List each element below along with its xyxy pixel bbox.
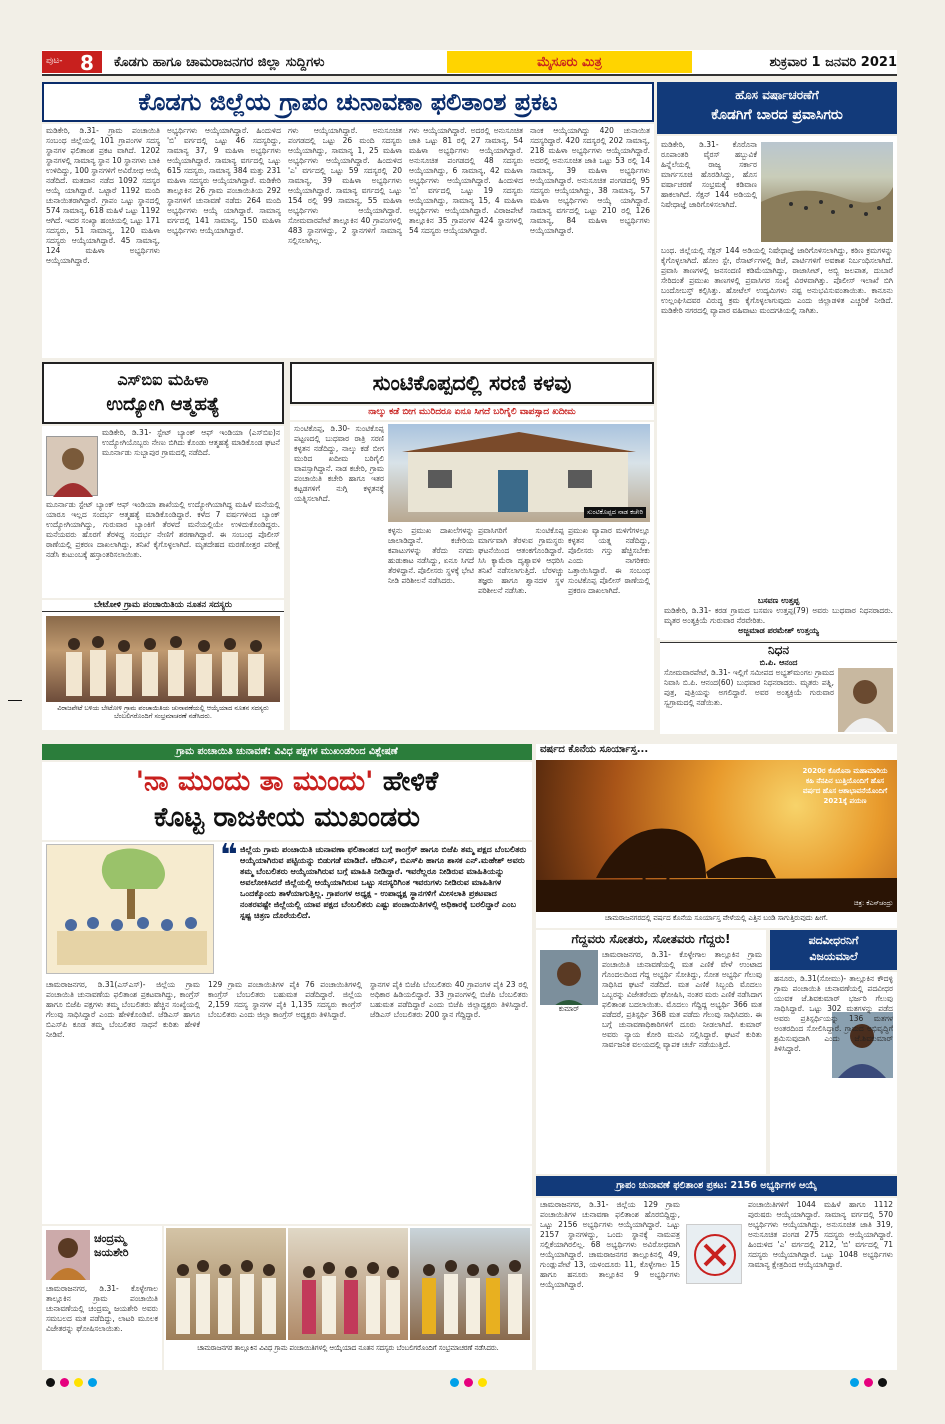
viewpoint-crowd-icon: [761, 142, 893, 242]
theft-body: [290, 422, 654, 730]
result-body: [536, 1198, 897, 1370]
group-people-icon: [410, 1228, 530, 1340]
page-label: ಪುಟ-: [46, 56, 63, 66]
sbi-headline-2: ಉದ್ಯೋಗಿ ಆತ್ಮಹತ್ಯೆ: [106, 394, 220, 415]
politics-headline-rest: ಹೇಳಿಕೆ: [373, 766, 439, 797]
betoli-caption: ವಿರಾಜಪೇಟೆ ಬಳಿಯ ಬೇಟೋಳಿ ಗ್ರಾಮ ಪಂಚಾಯಿತಿಯ ಚುನಾವಣೆಯಲ್ಲಿ ಆಯ್ಕೆಯಾದ ನೂತನ ಸದಸ್ಯರು ಬೆಂಬಲಿಗರೊಂದಿಗೆ ಸಂಭ್ರಮಾಚರಣೆ ನಡೆಸಿದರು.: [57, 704, 269, 720]
lead-col-2: ಅಭ್ಯರ್ಥಿಗಳು ಆಯ್ಕೆಯಾಗಿದ್ದಾರೆ. ಹಿಂದುಳಿದ 'ಬಿ' ವರ್ಗದಲ್ಲಿ ಒಟ್ಟು 46 ಸದಸ್ಯರಿದ್ದು, ಸಾಮಾನ್ಯ 37, 9 ಮಹಿಳಾ ಅಭ್ಯರ್ಥಿಗಳು ಆಯ್ಕೆಯಾಗಿದ್ದಾರೆ. ಸಾಮಾನ್ಯ ವರ್ಗದಲ್ಲಿ ಒಟ್ಟು 615 ಸದಸ್ಯರು, ಸಾಮಾನ್ಯ 384 ಮತ್ತು 231 ಮಹಿಳಾ ಸದಸ್ಯರು ಆಯ್ಕೆಯಾಗಿದ್ದಾರೆ. ಮಡಿಕೇರಿ ತಾಲ್ಲೂಕಿನ 26 ಗ್ರಾಮ ಪಂಚಾಯಿತಿಯ 292 ಸ್ಥಾನಗಳಿಗೆ ಚುನಾವಣೆ ನಡೆದು 264 ಮಂದಿ ಅಭ್ಯರ್ಥಿಗಳು ಆಯ್ಕೆ ಯಾಗಿದ್ದಾರೆ. ಸಾಮಾನ್ಯ ವರ್ಗದಲ್ಲಿ 141 ಸಾಮಾನ್ಯ, 150 ಮಹಿಳಾ ಅಭ್ಯರ್ಥಿಗಳು ಆಯ್ಕೆಯಾಗಿದ್ದಾರೆ.: [167, 126, 281, 235]
graduate-headline-1: ಪದವೀಧರನಿಗೆ: [808, 934, 859, 947]
pullquote-mark: ❝: [220, 838, 238, 873]
politics-headline-line-1: [42, 766, 532, 798]
chandramma-portrait: [46, 1230, 90, 1280]
theft-photo: [388, 424, 650, 522]
kumar-portrait: [540, 950, 598, 1014]
group-people-icon: [46, 616, 280, 702]
betoli-photo: [46, 616, 280, 702]
graduate-headline-2: ವಿಜಯಮಾಲೆ: [809, 950, 858, 963]
group-photo-3: [410, 1228, 530, 1340]
politics-headline-2: ಕೊಟ್ಟ ರಾಜಕೀಯ ಮುಖಂಡರು: [153, 802, 421, 833]
tourists-headline-1: ಹೊಸ ವರ್ಷಾಚರಣೆಗೆ: [735, 88, 819, 102]
sbi-headline-1: ಎಸ್‌ಬಿಐ ಮಹಿಳಾ: [117, 370, 209, 389]
graduate-body: [770, 972, 897, 1174]
politics-banner: ಗ್ರಾಮ ಪಂಚಾಯಿತಿ ಚುನಾವಣೆ: ವಿವಿಧ ಪಕ್ಷಗಳ ಮುಖಂಡರಿಂದ ವಿಶ್ಲೇಷಣೆ: [176, 746, 398, 757]
kumar-name: ಕುಮಾರ್: [540, 1005, 598, 1014]
winner-loser-block: [536, 930, 766, 1174]
result-col-1: ಚಾಮರಾಜನಗರ, ಡಿ.31- ಜಿಲ್ಲೆಯ 129 ಗ್ರಾಮ ಪಂಚಾಯಿತಿಗಳ ಚುನಾವಣಾ ಫಲಿತಾಂಶ ಹೊರಬಿದ್ದಿದ್ದು, ಒಟ್ಟು 2156 ಅಭ್ಯರ್ಥಿಗಳು ಆಯ್ಕೆಯಾಗಿದ್ದಾರೆ. ಒಟ್ಟು 2157 ಸ್ಥಾನಗಳಿದ್ದು, ಒಂದು ಸ್ಥಾನಕ್ಕೆ ನಾಮಪತ್ರ ಸಲ್ಲಿಕೆಯಾಗಿರಲಿಲ್ಲ. 68 ಅಭ್ಯರ್ಥಿಗಳು ಅವಿರೋಧವಾಗಿ ಆಯ್ಕೆಯಾಗಿದ್ದಾರೆ. ಚಾಮರಾಜನಗರ ತಾಲ್ಲೂಕಿನಲ್ಲಿ 49, ಗುಂಡ್ಲುಪೇಟೆ 13, ಯಳಂದೂರು 11, ಕೊಳ್ಳೇಗಾಲ 15 ಹಾಗೂ ಹನೂರು ತಾಲ್ಲೂಕಿನ 9 ಅಭ್ಯರ್ಥಿಗಳು ಆಯ್ಕೆಯಾಗಿದ್ದಾರೆ.: [540, 1200, 680, 1289]
result-banner: ಗ್ರಾಪಂ ಚುನಾವಣೆ ಫಲಿತಾಂಶ ಪ್ರಕಟ: 2156 ಅಭ್ಯರ್ಥಿಗಳ ಆಯ್ಕೆ: [616, 1180, 817, 1191]
theft-subhead: ನಾಲ್ಕು ಕಡೆ ಬೀಗ ಮುರಿದರೂ ಏನೂ ಸಿಗದೆ ಬರಿಗೈಲಿ ವಾಪಸ್ಸಾದ ಖದೀಮ: [368, 407, 576, 417]
registration-dot: [478, 1378, 487, 1387]
masthead: [42, 50, 897, 76]
issue-date: ಶುಕ್ರವಾರ 1 ಜನವರಿ 2021: [769, 55, 897, 70]
politics-headline-box: [42, 762, 532, 840]
sbi-text: ಮೂರ್ನಾಡು ಸ್ಟೇಟ್ ಬ್ಯಾಂಕ್ ಆಫ್ ಇಂಡಿಯಾ ಶಾಖೆಯಲ್ಲಿ ಉದ್ಯೋಗಿಯಾಗಿದ್ದ ಮಹಿಳೆ ಮನೆಯಲ್ಲಿ ಯಾರೂ ಇಲ್ಲದ ಸಂದರ್ಭ ಆತ್ಮಹತ್ಯೆ ಮಾಡಿಕೊಂಡಿದ್ದಾರೆ. ಕಳೆದ 7 ವರ್ಷಗಳಿಂದ ಬ್ಯಾಂಕ್ ಉದ್ಯೋಗಿಯಾಗಿದ್ದು, ಗುರುವಾರ ಬ್ಯಾಂಕಿಗೆ ತೆರಳದೆ ಮನೆಯಲ್ಲಿಯೇ ಉಳಿದುಕೊಂಡಿದ್ದರು. ಮನೆಯವರು ಹೊರಗೆ ತೆರಳಿದ್ದ ಸಂದರ್ಭ ನೇಣಿಗೆ ಶರಣಾಗಿದ್ದಾರೆ. ಈ ಸಂಬಂಧ ಪೊಲೀಸ್ ಠಾಣೆಯಲ್ಲಿ ಪ್ರಕರಣ ದಾಖಲಾಗಿದ್ದು, ತನಿಖೆ ಕೈಗೊಳ್ಳಲಾಗಿದೆ. ಮೃತದೇಹದ ಮರಣೋತ್ತರ ಪರೀಕ್ಷೆ ನಡೆಸಿ ಕುಟುಂಬಕ್ಕೆ ಹಸ್ತಾಂತರಿಸಲಾಯಿತು.: [46, 500, 280, 559]
theft-col-4: ಪ್ರಮುಖ ವ್ಯಾಪಾರ ಮಳಿಗೆಗಳಲ್ಲೂ ಕಳ್ಳತನ ಯತ್ನ ನಡೆದಿದ್ದು, ಪೊಲೀಸರು ಗಸ್ತು ಹೆಚ್ಚಿಸಬೇಕು ಎಂದು ನಾಗರಿಕರು ಒತ್ತಾಯಿಸಿದ್ದಾರೆ. ಈ ಸಂಬಂಧ ಸುಂಟಿಕೊಪ್ಪ ಪೊಲೀಸ್ ಠಾಣೆಯಲ್ಲಿ ಪ್ರಕರಣ ದಾಖಲಾಗಿದೆ.: [568, 526, 650, 595]
paper-name-text: ಮೈಸೂರು ಮಿತ್ರ: [537, 55, 602, 70]
theft-col-3: ಪ್ರವಾಸಿಗರಿಗೆ ಸುಂಟಿಕೊಪ್ಪ ಮಾರ್ಗವಾಗಿ ತೆರಳುವ ಗ್ರಾಮಸ್ಥರು ಘಟನೆಯಿಂದ ಆತಂಕಗೊಂಡಿದ್ದಾರೆ. ಸಿಸಿ ಕ್ಯಾಮೆರಾ ದೃಶ್ಯಾವಳಿ ಆಧರಿಸಿ ತನಿಖೆ ನಡೆಸಲಾಗುತ್ತಿದೆ. ಬೆರಳಚ್ಚು ತಜ್ಞರು ಹಾಗೂ ಶ್ವಾನದಳ ಸ್ಥಳ ಪರಿಶೀಲನೆ ನಡೆಸಿತು.: [478, 526, 564, 595]
winner-loser-headline: ಗೆದ್ದವರು ಸೋತರು, ಸೋತವರು ಗೆದ್ದರು!: [571, 932, 731, 946]
lead-col-5: ನಾಂಕ ಆಯ್ಕೆಯಾಗಿದ್ದು 420 ಚುನಾಯಿತ ಸದಸ್ಯರಿದ್ದಾರೆ. 420 ಸದಸ್ಯರಲ್ಲಿ 202 ಸಾಮಾನ್ಯ, 218 ಮಹಿಳಾ ಅಭ್ಯರ್ಥಿಗಳು ಆಯ್ಕೆಯಾಗಿದ್ದಾರೆ. ಅದರಲ್ಲಿ ಅನುಸೂಚಿತ ಜಾತಿ ಒಟ್ಟು 53 ರಲ್ಲಿ 14 ಸಾಮಾನ್ಯ, 39 ಮಹಿಳಾ ಅಭ್ಯರ್ಥಿಗಳು ಆಯ್ಕೆಯಾಗಿದ್ದಾರೆ. ಅನುಸೂಚಿತ ಪಂಗಡದಲ್ಲಿ 95 ಸದಸ್ಯರು ಆಯ್ಕೆಯಾಗಿದ್ದು, 38 ಸಾಮಾನ್ಯ, 57 ಮಹಿಳಾ ಅಭ್ಯರ್ಥಿಗಳು ಆಯ್ಕೆ ಯಾಗಿದ್ದಾರೆ. ಸಾಮಾನ್ಯ ವರ್ಗದಲ್ಲಿ ಒಟ್ಟು 210 ರಲ್ಲಿ 126 ಸಾಮಾನ್ಯ, 84 ಮಹಿಳಾ ಅಭ್ಯರ್ಥಿಗಳು ಆಯ್ಕೆಯಾಗಿದ್ದಾರೆ.: [530, 126, 650, 235]
chandramma-name-2: ಜಯಶೇರಿ: [94, 1246, 129, 1259]
sunset-overlay: 2020ರ ಕೊರೊನಾ ಮಹಾಮಾರಿಯ ಕಹಿ ನೆನಪಿನ ಬುತ್ತಿಯೊಂದಿಗೆ ಹೊಸ ವರ್ಷದ ಹೊಸ ಆಶಾಭಾವನೆಯೊಂದಿಗೆ 2021ಕ್ಕೆ ಪಯಣ: [802, 767, 888, 805]
lead-body: [42, 124, 654, 358]
sbi-portrait: [46, 436, 98, 496]
section-title: ಕೊಡಗು ಹಾಗೂ ಚಾಮರಾಜನಗರ ಜಿಲ್ಲಾ ಸುದ್ದಿಗಳು: [114, 55, 325, 70]
obit-section-title: ನಿಧನ: [660, 643, 897, 659]
registration-dot: [46, 1378, 55, 1387]
page-number: 8: [80, 51, 94, 75]
politics-cartoon: [46, 844, 214, 974]
result-col-2: ಪಂಚಾಯಿತಿಗಳಿಗೆ 1044 ಮಹಿಳೆ ಹಾಗೂ 1112 ಪುರುಷರು ಆಯ್ಕೆಯಾಗಿದ್ದಾರೆ. ಸಾಮಾನ್ಯ ವರ್ಗದಲ್ಲಿ 570 ಅಭ್ಯರ್ಥಿಗಳು ಆಯ್ಕೆಯಾಗಿದ್ದು, ಅನುಸೂಚಿತ ಜಾತಿ 319, ಅನುಸೂಚಿತ ಪಂಗಡ 275 ಸದಸ್ಯರು ಆಯ್ಕೆಯಾಗಿದ್ದಾರೆ. ಹಿಂದುಳಿದ 'ಎ' ವರ್ಗದಲ್ಲಿ 212, 'ಬಿ' ವರ್ಗದಲ್ಲಿ 71 ಸದಸ್ಯರು ಆಯ್ಕೆಯಾಗಿದ್ದಾರೆ. ಒಟ್ಟು 1048 ಅಭ್ಯರ್ಥಿಗಳು ಸಾಮಾನ್ಯ ಕ್ಷೇತ್ರದಿಂದ ಆಯ್ಕೆಯಾಗಿದ್ದಾರೆ.: [748, 1200, 893, 1269]
sbi-intro: ಮಡಿಕೇರಿ, ಡಿ.31- ಸ್ಟೇಟ್ ಬ್ಯಾಂಕ್ ಆಫ್ ಇಂಡಿಯಾ (ಎಸ್‌ಬಿಐ)ನ ಉದ್ಯೋಗಿಯೊಬ್ಬರು ನೇಣು ಬಿಗಿದು ಕೊಂಡು ಆತ್ಮಹತ್ಯೆ ಮಾಡಿಕೊಂಡ ಘಟನೆ ಮೂರ್ನಾಡು ಸುಬ್ಬಾಪುರ ಗ್ರಾಮದಲ್ಲಿ ನಡೆದಿದೆ.: [102, 428, 280, 457]
result-banner-box: [536, 1176, 897, 1196]
politics-pullquote: ಜಿಲ್ಲೆಯ ಗ್ರಾಮ ಪಂಚಾಯಿತಿ ಚುನಾವಣಾ ಫಲಿತಾಂಶದ ಬಗ್ಗೆ ಕಾಂಗ್ರೆಸ್ ಹಾಗೂ ಬಿಜೆಪಿ ತಮ್ಮ ಪಕ್ಷದ ಬೆಂಬಲಿತರು ಆಯ್ಕೆಯಾಗಿರುವ ಪಟ್ಟಿಯನ್ನು ಬಿಡುಗಡೆ ಮಾಡಿದೆ. ಜೆಡಿಎಸ್, ಬಿಎಸ್‌ಪಿ ಹಾಗೂ ಶಾಸಕ ಎನ್.ಮಹೇಶ್ ಅವರು ತಮ್ಮ ಬೆಂಬಲಿತರು ಆಯ್ಕೆಯಾಗಿರುವ ಬಗ್ಗೆ ಮಾಹಿತಿ ನೀಡಿದ್ದಾರೆ. ಇವರೆಲ್ಲರೂ ನೀಡಿರುವ ಮಾಹಿತಿಯನ್ನು ಅವಲೋಕಿಸಿದರೆ ಜಿಲ್ಲೆಯಲ್ಲಿ ಆಯ್ಕೆಯಾಗಿರುವ ಒಟ್ಟು ಸದಸ್ಯರಿಗಿಂತ ಇವರುಗಳು ನೀಡಿರುವ ಮಾಹಿತಿಗಳ ಒಂದಕ್ಕೊಂದು ತಾಳೆಯಾಗುತ್ತಿಲ್ಲ. ಗ್ರಾಪಂಗಳ ಅಧ್ಯಕ್ಷ - ಉಪಾಧ್ಯಕ್ಷ ಸ್ಥಾನಗಳಿಗೆ ಮೀಸಲಾತಿ ಪ್ರಕಟವಾದ ನಂತರವಷ್ಟೇ ಜಿಲ್ಲೆಯಲ್ಲಿ ಯಾವ ಪಕ್ಷದ ಬೆಂಬಲಿತರು ಎಷ್ಟು ಪಂಚಾಯಿತಿಗಳಲ್ಲಿ ಅಧಿಕಾರಕ್ಕೆ ಬರಲಿದ್ದಾರೆ ಎಂಬ ಸ್ಪಷ್ಟ ಚಿತ್ರಣ ದೊರೆಯಲಿದೆ.: [240, 844, 527, 920]
winner-loser-text: ಚಾಮರಾಜನಗರ, ಡಿ.31- ಕೊಳ್ಳೇಗಾಲ ತಾಲ್ಲೂಕಿನ ಗ್ರಾಮ ಪಂಚಾಯಿತಿ ಚುನಾವಣೆಯಲ್ಲಿ ಮತ ಎಣಿಕೆ ವೇಳೆ ಉಂಟಾದ ಗೊಂದಲದಿಂದ ಗೆದ್ದ ಅಭ್ಯರ್ಥಿ ಸೋತಿದ್ದು, ಸೋತ ಅಭ್ಯರ್ಥಿ ಗೆಲುವು ಸಾಧಿಸಿದ ಘಟನೆ ನಡೆದಿದೆ. ಮತ ಎಣಿಕೆ ಸಿಬ್ಬಂದಿ ಮೊದಲು ಒಬ್ಬರನ್ನು ವಿಜೇತರೆಂದು ಘೋಷಿಸಿ, ನಂತರ ಮರು ಎಣಿಕೆ ನಡೆಸಿದಾಗ ಫಲಿತಾಂಶ ಬದಲಾಯಿತು. ಮೊದಲು ಗೆದ್ದಿದ್ದ ಅಭ್ಯರ್ಥಿ 366 ಮತ ಪಡೆದರೆ, ಪ್ರತಿಸ್ಪರ್ಧಿ 368 ಮತ ಪಡೆದು ಗೆಲುವು ಸಾಧಿಸಿದರು. ಈ ಬಗ್ಗೆ ಚುನಾವಣಾಧಿಕಾರಿಗಳಿಗೆ ದೂರು ನೀಡಲಾಗಿದೆ. ಕುಮಾರ್ ಅವರು ನ್ಯಾಯ ಕೋರಿ ಮನವಿ ಸಲ್ಲಿಸಿದ್ದಾರೆ. ಘಟನೆ ಕುರಿತು ಸಾರ್ವಜನಿಕ ವಲಯದಲ್ಲಿ ವ್ಯಾಪಕ ಚರ್ಚೆ ನಡೆಯುತ್ತಿದೆ.: [602, 950, 762, 1049]
sunset-title: ವರ್ಷದ ಕೊನೆಯ ಸೂರ್ಯಾಸ್ತ...: [536, 744, 897, 758]
betoli-title: ಬೇಟೋಳಿ ಗ್ರಾಮ ಪಂಚಾಯಿತಿಯ ನೂತನ ಸದಸ್ಯರು: [42, 600, 284, 612]
politics-col-3: ಸ್ಥಾನಗಳ ಪೈಕಿ ಬಿಜೆಪಿ ಬೆಂಬಲಿತರು 40 ಗ್ರಾಪಂಗಳ ಪೈಕಿ 23 ರಲ್ಲಿ ಅಧಿಕಾರ ಹಿಡಿಯಲಿದ್ದಾರೆ. 33 ಗ್ರಾಪಂಗಳಲ್ಲಿ ಬಿಜೆಪಿ ಬೆಂಬಲಿತರು ಬಹುಮತ ಪಡೆದಿದ್ದಾರೆ ಎಂದು ಬಿಜೆಪಿ ಜಿಲ್ಲಾಧ್ಯಕ್ಷರು ತಿಳಿಸಿದ್ದಾರೆ. ಜೆಡಿಎಸ್ ಬೆಂಬಲಿತರು 200 ಸ್ಥಾನ ಗೆದ್ದಿದ್ದಾರೆ.: [370, 980, 528, 1019]
obit-1-title: ಬಿ.ಪಿ. ಆನಂದ: [759, 658, 798, 667]
obit-1-text: ಸೋಮವಾರಪೇಟೆ, ಡಿ.31- ಇಲ್ಲಿಗೆ ಸಮೀಪದ ಅಭ್ಯತ್‌ಮಂಗಲ ಗ್ರಾಮದ ನಿವಾಸಿ ಬಿ.ಪಿ. ಆನಂದ(60) ಬುಧವಾರ ನಿಧನರಾದರು. ಮೃತರು ಪತ್ನಿ, ಪುತ್ರ, ಪುತ್ರಿಯನ್ನು ಅಗಲಿದ್ದಾರೆ. ಅವರ ಅಂತ್ಯಕ್ರಿಯೆ ಗುರುವಾರ ಸ್ವಗ್ರಾಮದಲ್ಲಿ ನಡೆಯಿತು.: [664, 668, 834, 707]
political-cartoon-icon: [47, 845, 214, 974]
graduate-headline-box: [770, 930, 897, 970]
theft-col-1: ಸುಂಟಿಕೊಪ್ಪ, ಡಿ.30- ಸುಂಟಿಕೊಪ್ಪ ಪಟ್ಟಣದಲ್ಲಿ ಬುಧವಾರ ರಾತ್ರಿ ಸರಣಿ ಕಳ್ಳತನ ನಡೆದಿದ್ದು, ನಾಲ್ಕು ಕಡೆ ಬೀಗ ಮುರಿದ ಖದೀಮ ಬರಿಗೈಲಿ ವಾಪಸ್ಸಾಗಿದ್ದಾನೆ. ನಾಡ ಕಚೇರಿ, ಗ್ರಾಮ ಪಂಚಾಯಿತಿ ಕಚೇರಿ ಹಾಗೂ ಇತರ ಕಟ್ಟಡಗಳಿಗೆ ನುಗ್ಗಿ ಕಳ್ಳತನಕ್ಕೆ ಯತ್ನಿಸಲಾಗಿದೆ.: [294, 424, 384, 503]
registration-mark-left: [8, 700, 22, 701]
group-photos: [164, 1226, 532, 1370]
tourists-headline-box: [657, 82, 897, 134]
lead-headline-box: [42, 82, 654, 122]
obit-1-portrait: [838, 668, 893, 732]
politics-col-2: 129 ಗ್ರಾಮ ಪಂಚಾಯಿತಿಗಳ ಪೈಕಿ 76 ಪಂಚಾಯಿತಿಗಳಲ್ಲಿ ಕಾಂಗ್ರೆಸ್ ಬೆಂಬಲಿತರು ಬಹುಮತ ಪಡೆದಿದ್ದಾರೆ. ಜಿಲ್ಲೆಯ 2,159 ಸದಸ್ಯ ಸ್ಥಾನಗಳ ಪೈಕಿ 1,135 ಸದಸ್ಯರು ಕಾಂಗ್ರೆಸ್ ಬೆಂಬಲಿತರು ಎಂದು ಜಿಲ್ಲಾ ಕಾಂಗ್ರೆಸ್ ಅಧ್ಯಕ್ಷರು ತಿಳಿಸಿದ್ದಾರೆ.: [208, 980, 362, 1019]
woman-portrait-icon: [47, 437, 99, 497]
tourists-intro: ಮಡಿಕೇರಿ, ಡಿ.31- ಕೊರೊನಾ ರೂಪಾಂತರಿ ವೈರಸ್ ಹಬ್ಬುವಿಕೆ ಹಿನ್ನೆಲೆಯಲ್ಲಿ ರಾಜ್ಯ ಸರ್ಕಾರ ಮಾರ್ಗಸೂಚಿ ಹೊರಡಿಸಿದ್ದು, ಹೊಸ ವರ್ಷಾಚರಣೆ ಸಂಭ್ರಮಕ್ಕೆ ಕಡಿವಾಣ ಹಾಕಲಾಗಿದೆ. ಸೆಕ್ಷನ್ 144 ಅಡಿಯಲ್ಲಿ ನಿಷೇಧಾಜ್ಞೆ ಜಾರಿಗೊಳಿಸಲಾಗಿದೆ.: [661, 140, 757, 209]
registration-dot: [450, 1378, 459, 1387]
chandramma-block: [42, 1226, 162, 1370]
woman-portrait-icon: [46, 1230, 90, 1280]
tourists-photo: [761, 142, 893, 242]
registration-dot: [464, 1378, 473, 1387]
obit-3-title: ಅಜ್ಜಮಾಡ ಪರಮೇಶ್ ಉತ್ತಯ್ಯ: [738, 626, 819, 635]
graduate-text: ಹನೂರು, ಡಿ.31(ಸೋಮು)- ತಾಲ್ಲೂಕಿನ ಕೌದಳ್ಳಿ ಗ್ರಾಮ ಪಂಚಾಯಿತಿ ಚುನಾವಣೆಯಲ್ಲಿ ಪದವೀಧರ ಯುವಕ ಜೆ.ಶಿವಕುಮಾರ್ ಭರ್ಜರಿ ಗೆಲುವು ಸಾಧಿಸಿದ್ದಾರೆ. ಒಟ್ಟು 302 ಮತಗಳನ್ನು ಪಡೆದ ಅವರು ಪ್ರತಿಸ್ಪರ್ಧಿಯನ್ನು 136 ಮತಗಳ ಅಂತರದಿಂದ ಸೋಲಿಸಿದ್ದಾರೆ. ಗ್ರಾಮದ ಅಭಿವೃದ್ಧಿಗೆ ಶ್ರಮಿಸುವುದಾಗಿ ಎಂದು ಜೆ.ಶಿವಕುಮಾರ್ ತಿಳಿಸಿದ್ದಾರೆ.: [774, 974, 893, 1053]
lead-headline: ಕೊಡಗು ಜಿಲ್ಲೆಯ ಗ್ರಾಪಂ ಚುನಾವಣಾ ಫಲಿತಾಂಶ ಪ್ರಕಟ: [138, 88, 558, 116]
ballot-box-graphic: [686, 1224, 742, 1284]
sbi-headline-box: [42, 362, 284, 424]
lead-col-1: ಮಡಿಕೇರಿ, ಡಿ.31- ಗ್ರಾಮ ಪಂಚಾಯಿತಿ ಸಂಬಂಧ ಜಿಲ್ಲೆಯಲ್ಲಿ 101 ಗ್ರಾಪಂಗಳ ಸದಸ್ಯ ಸ್ಥಾನಗಳ ಫಲಿತಾಂಶ ಪ್ರಕಟ ವಾಗಿದೆ. 1202 ಸ್ಥಾನಗಳಲ್ಲಿ ಸಾಮಾನ್ಯ ಸ್ಥಾನ 10 ಸ್ಥಾನಗಳು ಬಾಕಿ ಉಳಿದಿದ್ದು, 100 ಸ್ಥಾನಗಳಿಗೆ ಅವಿರೋಧ ಆಯ್ಕೆ ನಡೆದಿದೆ. ಮತದಾನ ನಡೆದ 1092 ಸದಸ್ಯರ ಆಯ್ಕೆ ಯಾಗಿದ್ದಾರೆ. ಒಟ್ಟಾರೆ 1192 ಮಂದಿ ಚುನಾಯಿತರಾಗಿದ್ದಾರೆ. ಗ್ರಾಪಂ ಒಟ್ಟು ಸ್ಥಾನದಲ್ಲಿ 574 ಸಾಮಾನ್ಯ, 618 ಮಹಿಳೆ ಒಟ್ಟು 1192 ಆಗಿದೆ. ಇದರ ಸಂಖ್ಯಾ ಹಂಚಿಯಲ್ಲಿ ಒಟ್ಟು 171 ಸದಸ್ಯರು, 51 ಸಾಮಾನ್ಯ, 120 ಮಹಿಳಾ ಸದಸ್ಯರು ಆಯ್ಕೆಯಾಗಿದ್ದಾರೆ. 45 ಸಾಮಾನ್ಯ, 124 ಮಹಿಳಾ ಅಭ್ಯರ್ಥಿಗಳು ಆಯ್ಕೆಯಾಗಿದ್ದಾರೆ.: [46, 126, 160, 265]
theft-headline-box: [290, 362, 654, 404]
politics-banner-box: [42, 744, 532, 760]
tourists-headline-2: ಕೊಡಗಿಗೆ ಬಾರದ ಪ್ರವಾಸಿಗರು: [711, 107, 843, 123]
registration-dot: [878, 1378, 887, 1387]
sunset-block: [536, 744, 897, 928]
sbi-body: [42, 426, 284, 598]
theft-col-2: ಕಳ್ಳನು ಪ್ರಮುಖ ದಾಖಲೆಗಳನ್ನು ಜಾಲಾಡಿದ್ದಾನೆ. ಕಚೇರಿಯ ಕಪಾಟುಗಳನ್ನು ತೆರೆದು ನಗದು ಹುಡುಕಾಟ ನಡೆಸಿದ್ದು, ಏನೂ ಸಿಗದೆ ತೆರಳಿದ್ದಾನೆ. ಪೊಲೀಸರು ಸ್ಥಳಕ್ಕೆ ಭೇಟಿ ನೀಡಿ ಪರಿಶೀಲನೆ ನಡೆಸಿದರು.: [388, 526, 474, 585]
ballot-cross-icon: [687, 1225, 743, 1285]
sunset-photographer: ಚಿತ್ರ: ಕೆಎಸ್‌ಚಂದ್ರು: [853, 899, 893, 907]
lead-col-4: ಗಳು ಆಯ್ಕೆಯಾಗಿದ್ದಾರೆ. ಅದರಲ್ಲಿ ಅನುಸೂಚಿತ ಜಾತಿ ಒಟ್ಟು 81 ರಲ್ಲಿ 27 ಸಾಮಾನ್ಯ, 54 ಮಹಿಳಾ ಅಭ್ಯರ್ಥಿಗಳು ಆಯ್ಕೆಯಾಗಿದ್ದಾರೆ. ಅನುಸೂಚಿತ ಪಂಗಡದಲ್ಲಿ 48 ಸದಸ್ಯರು ಆಯ್ಕೆಯಾಗಿದ್ದು, 6 ಸಾಮಾನ್ಯ, 42 ಮಹಿಳಾ ಅಭ್ಯರ್ಥಿಗಳು ಆಯ್ಕೆಯಾಗಿದ್ದಾರೆ. ಹಿಂದುಳಿದ 'ಬಿ' ವರ್ಗದಲ್ಲಿ ಒಟ್ಟು 19 ಸದಸ್ಯರು ಆಯ್ಕೆಯಾಗಿದ್ದು, ಸಾಮಾನ್ಯ 15, 4 ಮಹಿಳಾ ಅಭ್ಯರ್ಥಿಗಳು ಆಯ್ಕೆಯಾಗಿದ್ದಾರೆ. ವಿರಾಜಪೇಟೆ ತಾಲ್ಲೂಕಿನ 35 ಗ್ರಾಪಂಗಳ 424 ಸ್ಥಾನಗಳಲ್ಲಿ 54 ಸದಸ್ಯರು ಆಯ್ಕೆಯಾಗಿದ್ದಾರೆ.: [409, 126, 523, 235]
politics-col-1: ಚಾಮರಾಜನಗರ, ಡಿ.31(ಎಸ್‌ಎಸ್)- ಜಿಲ್ಲೆಯ ಗ್ರಾಮ ಪಂಚಾಯಿತಿ ಚುನಾವಣೆಯ ಫಲಿತಾಂಶ ಪ್ರಕಟವಾಗಿದ್ದು, ಕಾಂಗ್ರೆಸ್ ಹಾಗೂ ಬಿಜೆಪಿ ಪಕ್ಷಗಳು ತಮ್ಮ ಬೆಂಬಲಿತರು ಹೆಚ್ಚಿನ ಸಂಖ್ಯೆಯಲ್ಲಿ ಗೆಲುವು ಸಾಧಿಸಿದ್ದಾರೆ ಎಂದು ಹೇಳಿಕೊಂಡಿವೆ. ಜೆಡಿಎಸ್ ಹಾಗೂ ಬಿಎಸ್‌ಪಿ ಕೂಡ ತಮ್ಮ ಬೆಂಬಲಿತರ ಸಾಧನೆ ಕುರಿತು ಹೇಳಿಕೆ ನೀಡಿವೆ.: [46, 980, 200, 1039]
registration-dot: [74, 1378, 83, 1387]
tourists-body: [657, 136, 897, 638]
theft-photo-caption: ಸುಂಟಿಕೊಪ್ಪದ ನಾಡ ಕಚೇರಿ: [584, 507, 646, 518]
page-number-box: [42, 51, 102, 73]
obit-2-title: ಬಸವಣ ಉತ್ತಪ್ಪ: [757, 596, 800, 605]
obit-2-text: ಮಡಿಕೇರಿ, ಡಿ.31- ಕರಡ ಗ್ರಾಮದ ಬಸವಣ ಉತ್ತಪ್ಪ(79) ಅವರು ಬುಧವಾರ ನಿಧನರಾದರು. ಮೃತರ ಅಂತ್ಯಕ್ರಿಯೆ ಗುರುವಾರ ನೆರವೇರಿತು.: [664, 606, 893, 625]
group-photo-2: [288, 1228, 408, 1340]
chandramma-name-1: ಚಂದ್ರಮ್ಮ: [94, 1232, 126, 1245]
man-portrait-icon: [838, 668, 893, 732]
obits-more: [660, 596, 897, 640]
registration-dot: [60, 1378, 69, 1387]
registration-dot: [88, 1378, 97, 1387]
sunset-photo: [536, 760, 897, 912]
obits-full: [660, 668, 897, 734]
group-photo-1: [166, 1228, 286, 1340]
politics-body: [42, 838, 532, 1224]
group-people-icon: [166, 1228, 286, 1340]
theft-headline: ಸುಂಟಿಕೊಪ್ಪದಲ್ಲಿ ಸರಣಿ ಕಳವು: [372, 371, 572, 395]
paper-name: [447, 51, 692, 73]
group-photos-caption: ಚಾಮರಾಜನಗರ ತಾಲ್ಲೂಕಿನ ವಿವಿಧ ಗ್ರಾಮ ಪಂಚಾಯಿತಿಗಳಲ್ಲಿ ಆಯ್ಕೆಯಾದ ನೂತನ ಸದಸ್ಯರು ಬೆಂಬಲಿಗರೊಂದಿಗೆ ಸಂಭ್ರಮಾಚರಣೆ ನಡೆಸಿದರು.: [197, 1344, 499, 1352]
chandramma-text: ಚಾಮರಾಜನಗರ, ಡಿ.31- ಕೊಳ್ಳೇಗಾಲ ತಾಲ್ಲೂಕಿನ ಗ್ರಾಮ ಪಂಚಾಯಿತಿ ಚುನಾವಣೆಯಲ್ಲಿ ಚಂದ್ರಮ್ಮ ಜಯಶೇರಿ ಅವರು ಸಮಬಲದ ಮತ ಪಡೆದಿದ್ದು, ಲಾಟರಿ ಮೂಲಕ ವಿಜೇತರನ್ನು ಘೋಷಿಸಲಾಯಿತು.: [46, 1284, 158, 1333]
theft-subhead-box: [290, 406, 654, 420]
tourists-text: ಬಂಧ. ಜಿಲ್ಲೆಯಲ್ಲಿ ಸೆಕ್ಷನ್ 144 ಅಡಿಯಲ್ಲಿ ನಿಷೇಧಾಜ್ಞೆ ಜಾರಿಗೊಳಿಸಲಾಗಿದ್ದು, ಕಠಿಣ ಕ್ರಮಗಳನ್ನು ಕೈಗೊಳ್ಳಲಾಗಿದೆ. ಹೋಂ ಸ್ಟೇ, ರೆಸಾರ್ಟ್‌ಗಳಲ್ಲಿ ಡಿಜೆ, ಪಾರ್ಟಿಗಳಿಗೆ ಅವಕಾಶ ನಿರ್ಬಂಧಿಸಲಾಗಿದೆ. ಪ್ರವಾಸಿ ತಾಣಗಳಲ್ಲಿ ಜನಸಂದಣಿ ಕಡಿಮೆಯಾಗಿದ್ದು, ರಾಜಾಸೀಟ್, ಅಬ್ಬಿ ಜಲಪಾತ, ದುಬಾರೆ ಸೇರಿದಂತೆ ಪ್ರಮುಖ ತಾಣಗಳಲ್ಲಿ ಪ್ರವಾಸಿಗರ ಸಂಖ್ಯೆ ವಿರಳವಾಗಿತ್ತು. ಪೊಲೀಸ್ ಇಲಾಖೆ ಬಿಗಿ ಬಂದೋಬಸ್ತ್ ಕಲ್ಪಿಸಿತ್ತು. ಹೋಟೆಲ್ ಉದ್ಯಮಿಗಳು ನಷ್ಟ ಅನುಭವಿಸುವಂತಾಯಿತು. ಕಾನೂನು ಉಲ್ಲಂಘಿಸಿದವರ ವಿರುದ್ಧ ಕ್ರಮ ಕೈಗೊಳ್ಳಲಾಗುವುದು ಎಂದು ಜಿಲ್ಲಾಡಳಿತ ಎಚ್ಚರಿಕೆ ನೀಡಿದೆ. ಮಡಿಕೇರಿ ನಗರದಲ್ಲಿ ವ್ಯಾಪಾರ ವಹಿವಾಟು ಮಂದಗತಿಯಲ್ಲಿ ಸಾಗಿತು.: [661, 246, 893, 315]
betoli-block: [42, 600, 284, 730]
lead-col-3: ಗಳು ಆಯ್ಕೆಯಾಗಿದ್ದಾರೆ. ಅನುಸೂಚಿತ ಪಂಗಡದಲ್ಲಿ ಒಟ್ಟು 26 ಮಂದಿ ಸದಸ್ಯರು ಆಯ್ಕೆಯಾಗಿದ್ದು, ಸಾಮಾನ್ಯ 1, 25 ಮಹಿಳಾ ಅಭ್ಯರ್ಥಿಗಳು ಆಯ್ಕೆಯಾಗಿದ್ದಾರೆ. ಹಿಂದುಳಿದ 'ಎ' ವರ್ಗದಲ್ಲಿ ಒಟ್ಟು 59 ಸದಸ್ಯರಲ್ಲಿ 20 ಸಾಮಾನ್ಯ, 39 ಮಹಿಳಾ ಅಭ್ಯರ್ಥಿಗಳು ಆಯ್ಕೆಯಾಗಿದ್ದಾರೆ. ಸಾಮಾನ್ಯ ವರ್ಗದಲ್ಲಿ ಒಟ್ಟು 154 ರಲ್ಲಿ 99 ಸಾಮಾನ್ಯ, 55 ಮಹಿಳಾ ಅಭ್ಯರ್ಥಿಗಳು ಆಯ್ಕೆಯಾಗಿದ್ದಾರೆ. ಸೋಮವಾರಪೇಟೆ ತಾಲ್ಲೂಕಿನ 40 ಗ್ರಾಪಂಗಳಲ್ಲಿ 483 ಸ್ಥಾನಗಳಿದ್ದು, 2 ಸ್ಥಾನಗಳಿಗೆ ಸಾಮಾನ್ಯ ಸಲ್ಲಿಸಲಾಗಿಲ್ಲ.: [288, 126, 402, 245]
group-people-icon: [288, 1228, 408, 1340]
politics-headline-quote: 'ನಾ ಮುಂದು ತಾ ಮುಂದು': [135, 766, 374, 797]
registration-dot: [864, 1378, 873, 1387]
registration-dot: [850, 1378, 859, 1387]
sunset-caption: ಚಾಮರಾಜನಗರದಲ್ಲಿ ವರ್ಷದ ಕೊನೆಯ ಸೂರ್ಯಾಸ್ತ ವೇಳೆಯಲ್ಲಿ ಎತ್ತಿನ ಬಂಡಿ ಸಾಗುತ್ತಿರುವುದು ಹೀಗೆ.: [605, 914, 828, 922]
